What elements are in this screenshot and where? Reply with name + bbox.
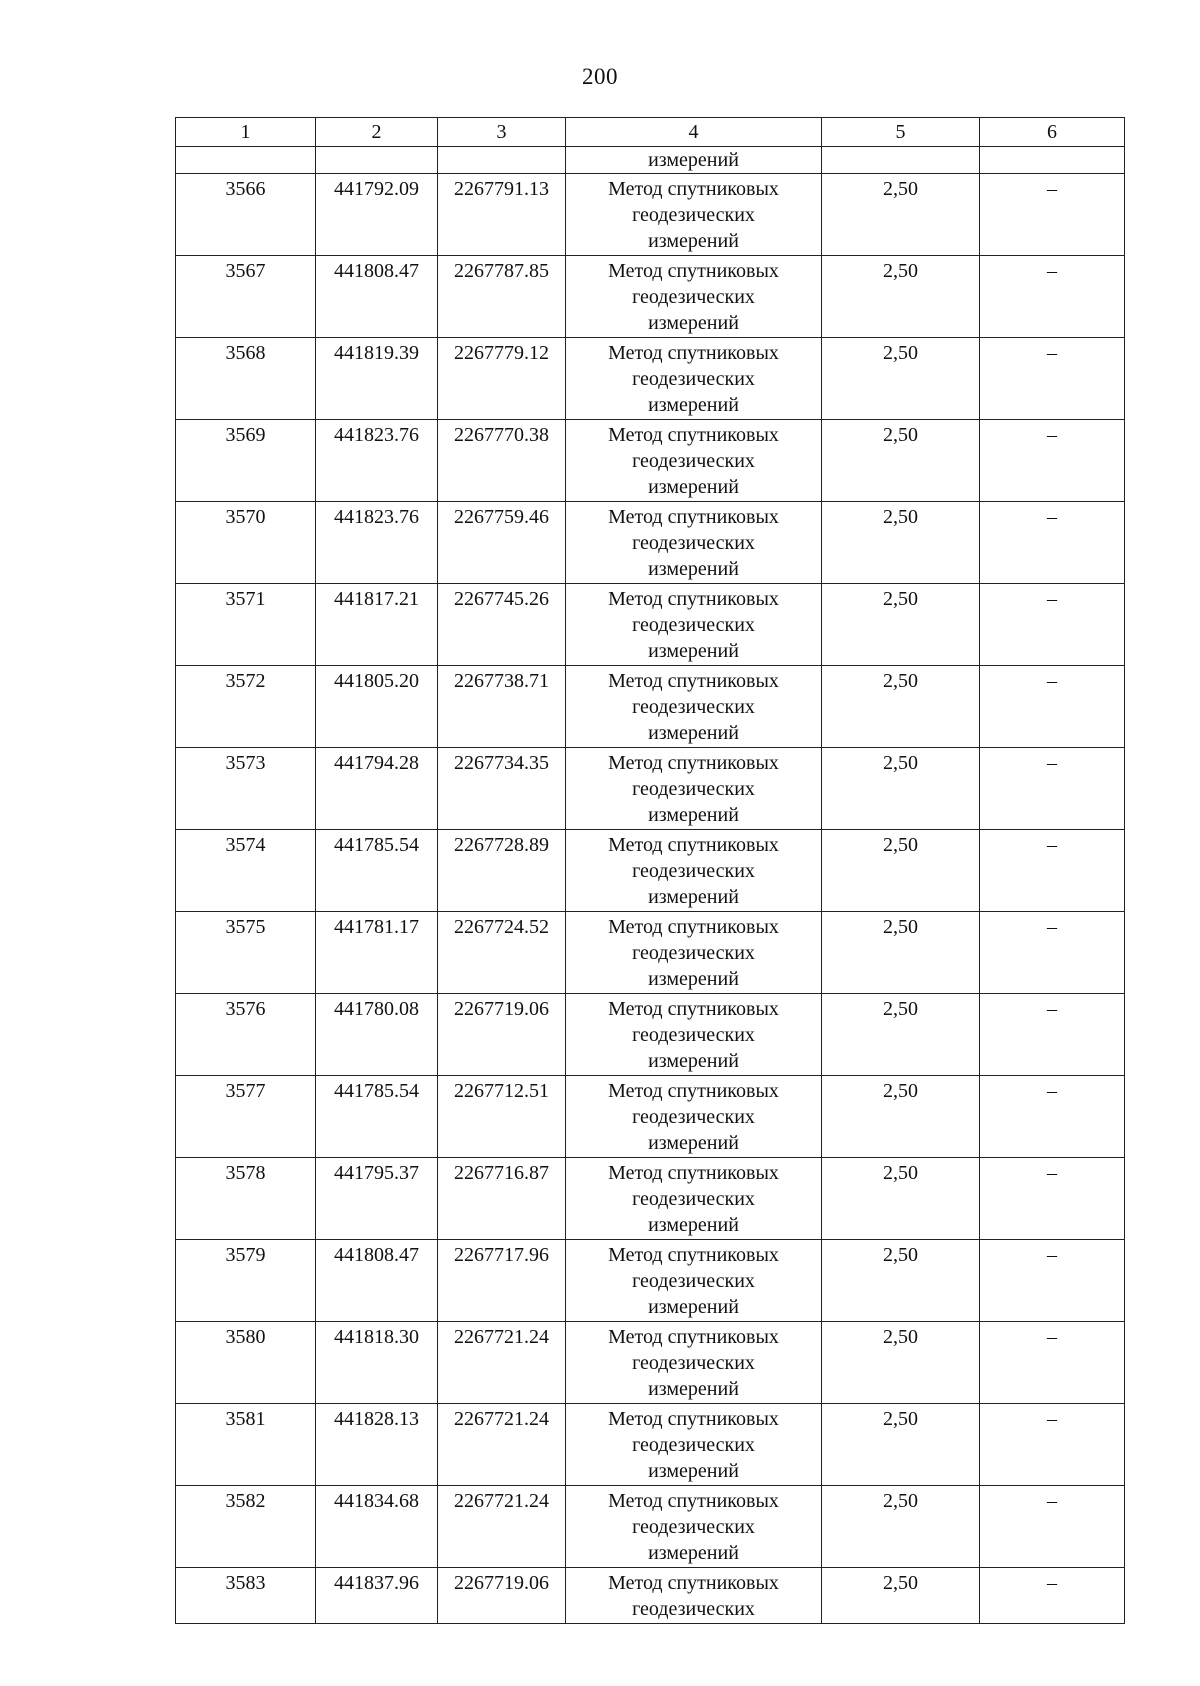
cell-point-id: 3573 [176,748,316,830]
cell-y: 2267787.85 [438,256,566,338]
cell-y: 2267716.87 [438,1158,566,1240]
cell-method [566,666,822,748]
method-line: геодезических [632,286,755,308]
cell-extra: – [980,256,1125,338]
method-line: измерений [648,1460,739,1482]
cell-x: 441795.37 [316,1158,438,1240]
cell-point-id [176,147,316,174]
method-line: геодезических [632,696,755,718]
cell-y: 2267721.24 [438,1322,566,1404]
cell-accuracy: 2,50 [822,502,980,584]
method-line: геодезических [632,204,755,226]
table-row [176,1076,1125,1158]
cell-x: 441808.47 [316,1240,438,1322]
cell-method [566,338,822,420]
method-line: Метод спутниковых [608,670,779,692]
cell-extra: – [980,1076,1125,1158]
method-line: измерений [648,1296,739,1318]
cell-accuracy: 2,50 [822,1158,980,1240]
cell-extra: – [980,338,1125,420]
cell-method [566,174,822,256]
cell-accuracy: 2,50 [822,1568,980,1624]
method-line: геодезических [632,1598,755,1620]
header-col-2: 2 [316,118,438,147]
header-col-1: 1 [176,118,316,147]
cell-extra: – [980,666,1125,748]
cell-method [566,1322,822,1404]
method-line: Метод спутниковых [608,588,779,610]
cell-x: 441781.17 [316,912,438,994]
table-row [176,584,1125,666]
cell-method [566,502,822,584]
cell-point-id: 3569 [176,420,316,502]
cell-method [566,1240,822,1322]
cell-method [566,994,822,1076]
cell-point-id: 3570 [176,502,316,584]
cell-method [566,1404,822,1486]
method-line: геодезических [632,450,755,472]
cell-y: 2267734.35 [438,748,566,830]
method-line: Метод спутниковых [608,260,779,282]
cell-extra: – [980,1486,1125,1568]
method-line: измерений [648,394,739,416]
cell-y: 2267724.52 [438,912,566,994]
cell-method [566,256,822,338]
cell-point-id: 3576 [176,994,316,1076]
method-line: Метод спутниковых [608,1572,779,1594]
method-line: Метод спутниковых [608,1162,779,1184]
cell-x: 441818.30 [316,1322,438,1404]
table-row [176,1568,1125,1624]
cell-accuracy: 2,50 [822,994,980,1076]
table-row [176,666,1125,748]
table-body [176,147,1125,1624]
method-line: геодезических [632,1434,755,1456]
table-row [176,748,1125,830]
cell-y: 2267712.51 [438,1076,566,1158]
cell-accuracy: 2,50 [822,1322,980,1404]
cell-x: 441837.96 [316,1568,438,1624]
method-line: геодезических [632,1352,755,1374]
cell-method [566,830,822,912]
table-row [176,502,1125,584]
cell-method [566,584,822,666]
cell-x: 441823.76 [316,502,438,584]
table-row [176,1158,1125,1240]
cell-x: 441794.28 [316,748,438,830]
method-line: Метод спутниковых [608,998,779,1020]
cell-extra: – [980,1322,1125,1404]
cell-y [438,147,566,174]
cell-x: 441823.76 [316,420,438,502]
cell-x: 441805.20 [316,666,438,748]
cell-method [566,1158,822,1240]
method-line: Метод спутниковых [608,1408,779,1430]
coordinates-table [175,117,1125,1624]
cell-x: 441808.47 [316,256,438,338]
table-row [176,174,1125,256]
cell-y: 2267717.96 [438,1240,566,1322]
method-line: Метод спутниковых [608,342,779,364]
cell-method [566,1486,822,1568]
cell-point-id: 3567 [176,256,316,338]
method-line: измерений [648,476,739,498]
cell-extra: – [980,912,1125,994]
cell-point-id: 3575 [176,912,316,994]
cell-y: 2267738.71 [438,666,566,748]
method-line: измерений [648,722,739,744]
method-line: геодезических [632,778,755,800]
cell-point-id: 3583 [176,1568,316,1624]
method-line: геодезических [632,1188,755,1210]
cell-method [566,1076,822,1158]
method-line: Метод спутниковых [608,424,779,446]
cell-y: 2267719.06 [438,1568,566,1624]
method-line: измерений [648,1132,739,1154]
table-row [176,1322,1125,1404]
cell-x: 441780.08 [316,994,438,1076]
header-col-6: 6 [980,118,1125,147]
cell-point-id: 3571 [176,584,316,666]
cell-method [566,748,822,830]
method-line: Метод спутниковых [608,1080,779,1102]
method-line: измерений [648,312,739,334]
method-line: геодезических [632,368,755,390]
method-line: Метод спутниковых [608,178,779,200]
cell-accuracy: 2,50 [822,830,980,912]
cell-point-id: 3580 [176,1322,316,1404]
method-line: геодезических [632,1270,755,1292]
cell-extra: – [980,1568,1125,1624]
method-line: Метод спутниковых [608,506,779,528]
cell-extra: – [980,1240,1125,1322]
cell-method: измерений [566,147,822,174]
cell-y: 2267745.26 [438,584,566,666]
cell-accuracy: 2,50 [822,1076,980,1158]
cell-y: 2267759.46 [438,502,566,584]
method-line: измерений [648,1214,739,1236]
header-col-5: 5 [822,118,980,147]
cell-point-id: 3566 [176,174,316,256]
method-line: измерений [648,230,739,252]
cell-y: 2267779.12 [438,338,566,420]
cell-accuracy: 2,50 [822,174,980,256]
cell-y: 2267721.24 [438,1404,566,1486]
table-row [176,256,1125,338]
cell-extra [980,147,1125,174]
table-row [176,1404,1125,1486]
cell-accuracy: 2,50 [822,256,980,338]
method-line: измерений [648,558,739,580]
method-line: Метод спутниковых [608,752,779,774]
table-row [176,420,1125,502]
cell-extra: – [980,994,1125,1076]
method-line: измерений [648,1542,739,1564]
cell-x: 441819.39 [316,338,438,420]
method-line: измерений [648,968,739,990]
method-line: Метод спутниковых [608,834,779,856]
cell-x [316,147,438,174]
cell-point-id: 3572 [176,666,316,748]
method-line: геодезических [632,1106,755,1128]
cell-accuracy: 2,50 [822,748,980,830]
cell-x: 441792.09 [316,174,438,256]
cell-y: 2267770.38 [438,420,566,502]
cell-extra: – [980,1158,1125,1240]
cell-point-id: 3574 [176,830,316,912]
method-line: геодезических [632,1024,755,1046]
cell-extra: – [980,830,1125,912]
method-line: измерений [648,886,739,908]
method-line: геодезических [632,942,755,964]
cell-extra: – [980,174,1125,256]
table-row [176,1240,1125,1322]
table-row [176,1486,1125,1568]
method-line: геодезических [632,614,755,636]
cell-accuracy: 2,50 [822,420,980,502]
method-line: геодезических [632,860,755,882]
cell-extra: – [980,1404,1125,1486]
header-col-3: 3 [438,118,566,147]
method-line: Метод спутниковых [608,916,779,938]
header-col-4: 4 [566,118,822,147]
cell-accuracy: 2,50 [822,584,980,666]
cell-y: 2267721.24 [438,1486,566,1568]
continued-row [176,147,1125,174]
method-line: геодезических [632,532,755,554]
table-row [176,830,1125,912]
cell-point-id: 3568 [176,338,316,420]
cell-y: 2267728.89 [438,830,566,912]
cell-accuracy: 2,50 [822,338,980,420]
cell-extra: – [980,584,1125,666]
table-row [176,994,1125,1076]
cell-x: 441828.13 [316,1404,438,1486]
cell-accuracy: 2,50 [822,1486,980,1568]
method-line: измерений [648,640,739,662]
cell-accuracy: 2,50 [822,1240,980,1322]
method-line: Метод спутниковых [608,1490,779,1512]
cell-point-id: 3578 [176,1158,316,1240]
page-number: 200 [582,64,618,89]
cell-accuracy: 2,50 [822,666,980,748]
cell-extra: – [980,748,1125,830]
cell-accuracy: 2,50 [822,912,980,994]
cell-extra: – [980,502,1125,584]
method-line: Метод спутниковых [608,1326,779,1348]
cell-method [566,420,822,502]
method-line: геодезических [632,1516,755,1538]
method-line: измерений [648,1050,739,1072]
cell-method [566,1568,822,1624]
table-row [176,912,1125,994]
cell-x: 441785.54 [316,830,438,912]
cell-point-id: 3579 [176,1240,316,1322]
cell-point-id: 3577 [176,1076,316,1158]
cell-accuracy: 2,50 [822,1404,980,1486]
method-line: измерений [648,804,739,826]
table-row [176,338,1125,420]
cell-x: 441785.54 [316,1076,438,1158]
cell-y: 2267719.06 [438,994,566,1076]
cell-point-id: 3581 [176,1404,316,1486]
cell-x: 441834.68 [316,1486,438,1568]
method-line: Метод спутниковых [608,1244,779,1266]
cell-point-id: 3582 [176,1486,316,1568]
cell-y: 2267791.13 [438,174,566,256]
cell-method [566,912,822,994]
cell-accuracy [822,147,980,174]
cell-extra: – [980,420,1125,502]
method-line: измерений [648,1378,739,1400]
cell-x: 441817.21 [316,584,438,666]
table-header-row [176,118,1125,147]
